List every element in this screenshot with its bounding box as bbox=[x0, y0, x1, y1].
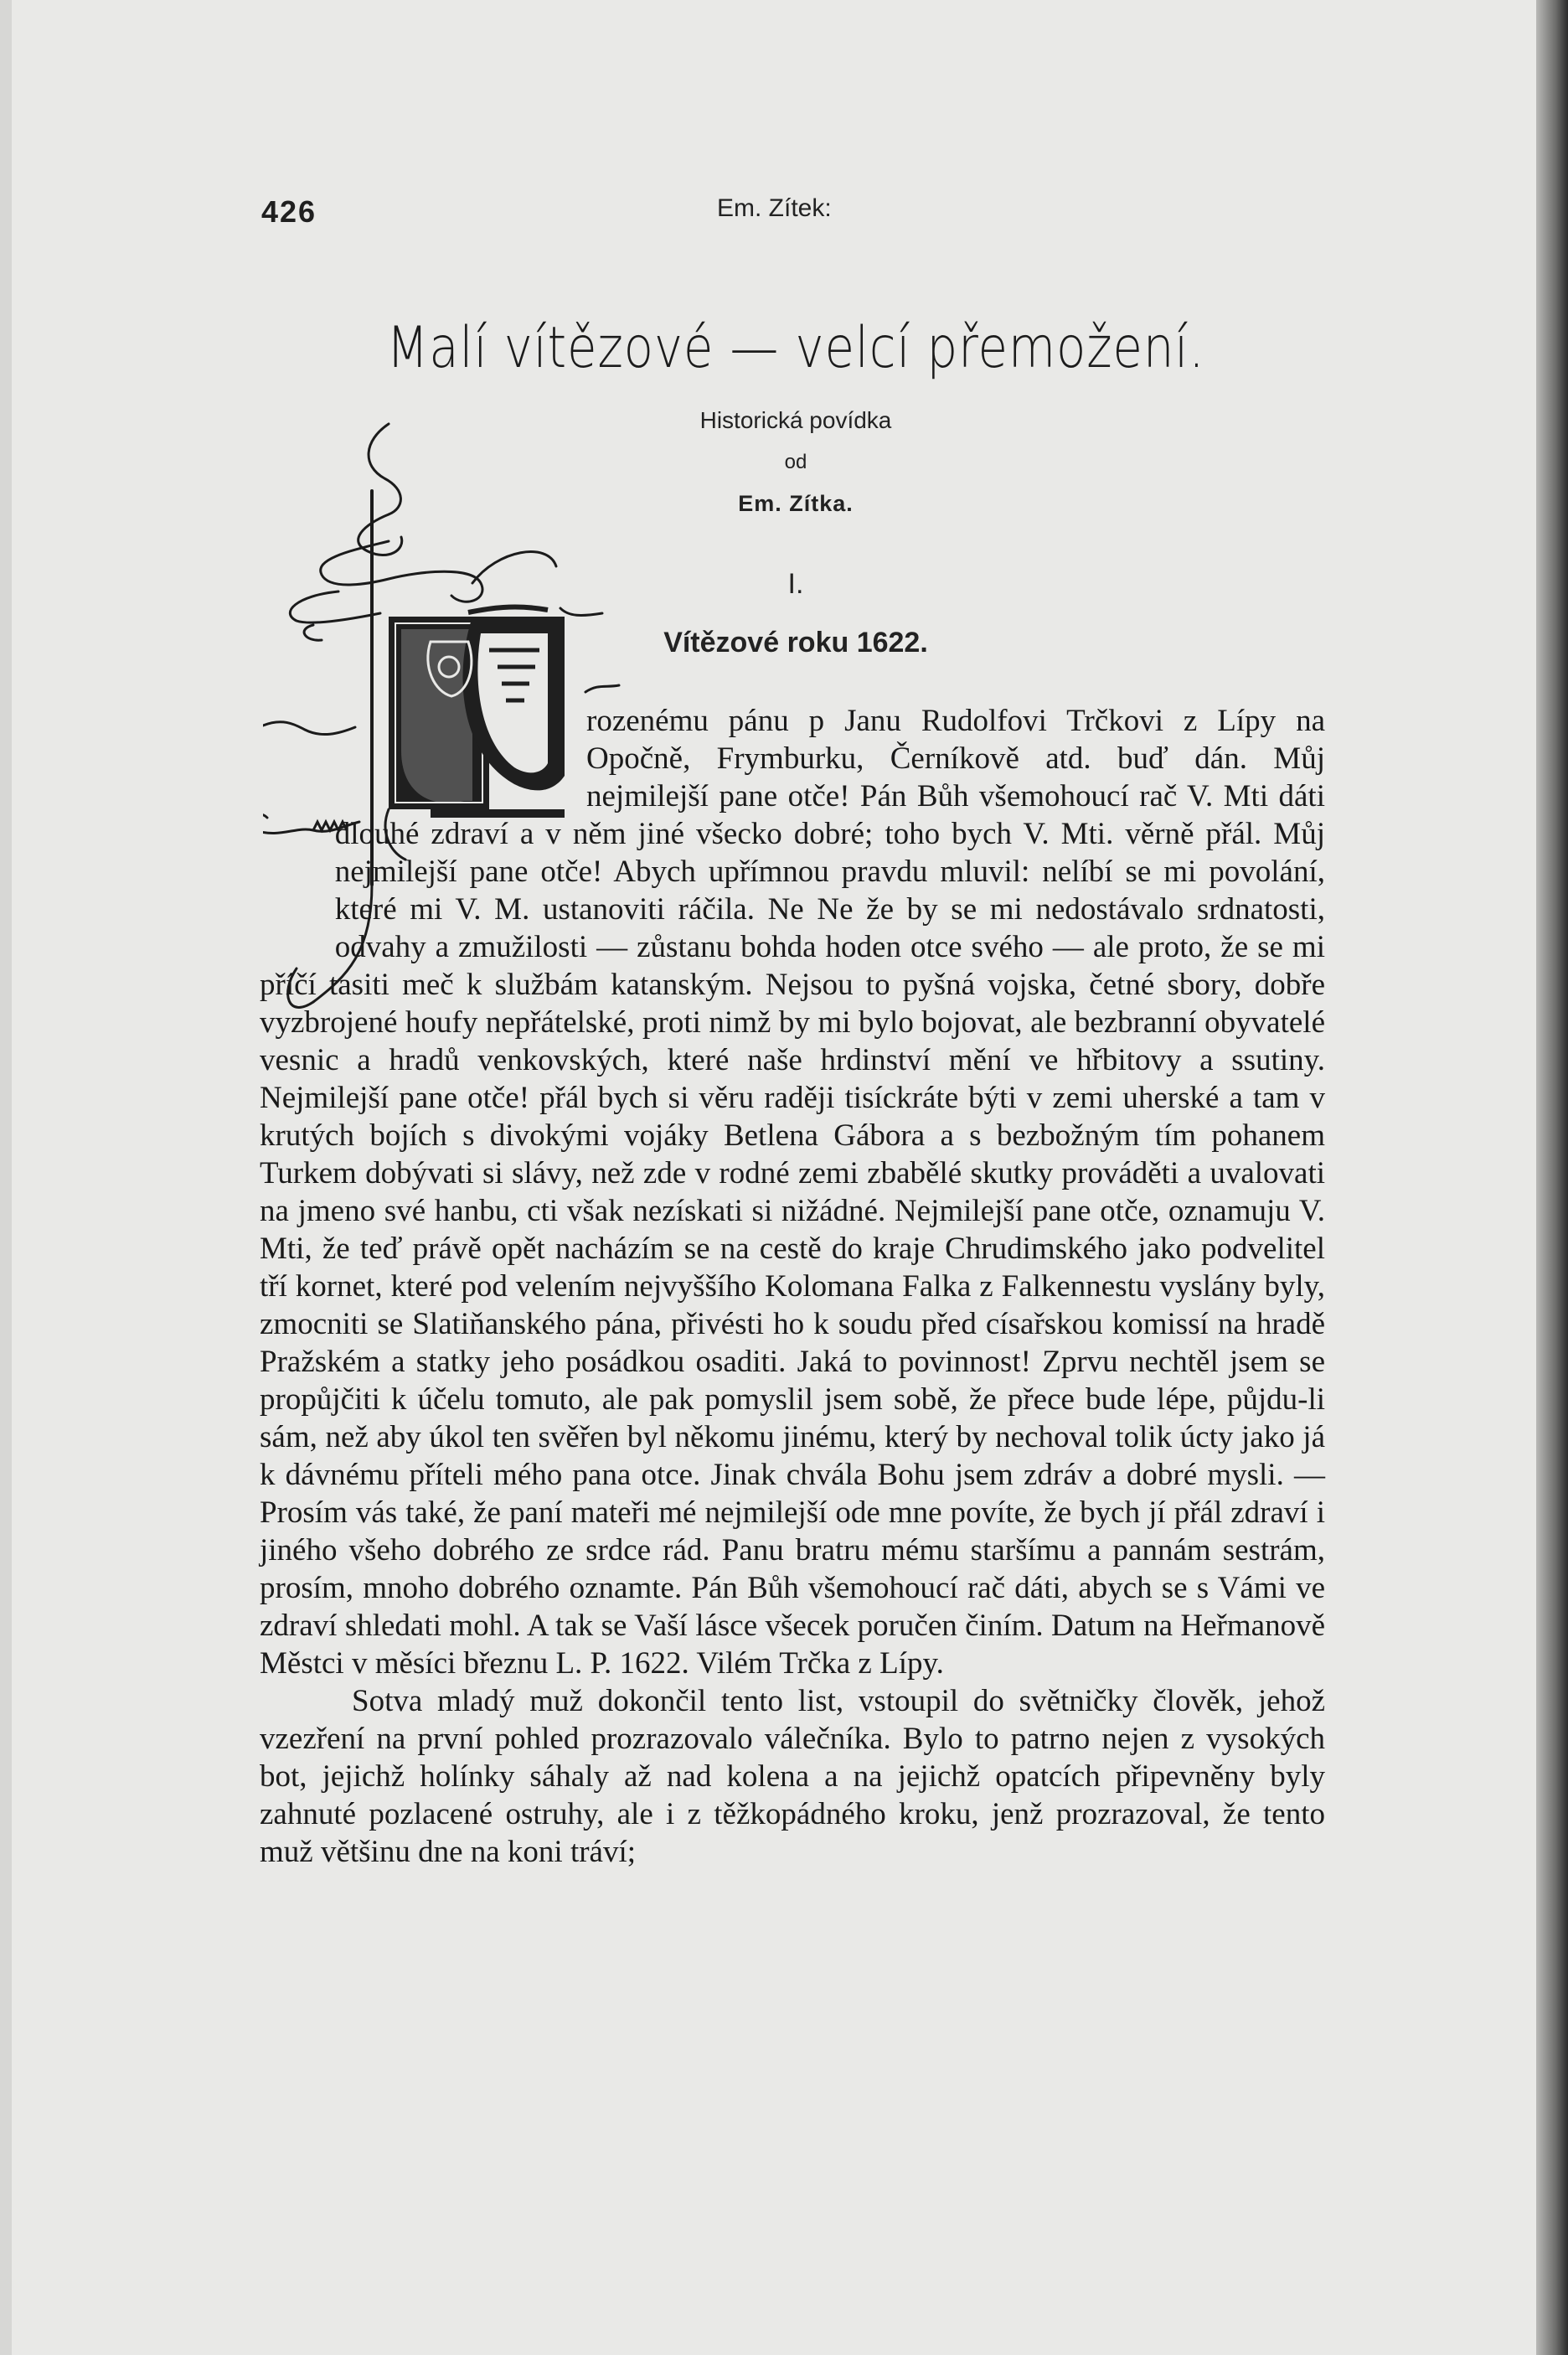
book-spine bbox=[1536, 0, 1568, 2355]
story-subtitle: Historická povídka bbox=[699, 407, 892, 433]
paragraph-letter: rozenému pánu p Janu Rudolfovi Trčkovi z Lípy na Opočně, Frymburku, Černíkově atd. buď dán. Můj nejmilejší pane otče! Pán Bůh všemohoucí rač V. Mti dáti dlouhé zdraví a v něm jiné všecko dobré; toho bych V. Mti. věrně přál. Můj nejmilejší pane otče! Abych upřímnou pravdu mluvil: nelíbí se mi povolání, které mi V. M. ustanoviti ráčila. Ne Ne že by se mi nedostávalo srdnatosti, odvahy a zmužilosti — zůstanu bohda hoden otce svého — ale proto, že se mi příčí tasiti meč k službám katanským. Nejsou to pyšná vojska, četné sbory, dobře vyzbrojené houfy nepřátelské, proti nimž by mi bylo bojovat, ale bezbranní obyvatelé vesnic a hradů venkovských, které naše hrdinství mění ve hřbitovy a ssutiny. Nejmilejší pane otče! přál bych si věru raději tisíckráte býti v zemi uherské a tam v krutých bojích s divokými vojáky Betlena Gábora a s bezbožným tím pohanem Turkem dobývati si slávy, než zde v rodné zemi zbabělé skutky prováděti a uvalovati na jmeno své hanbu, cti však nezískati si nižádné. Nejmilejší pane otče, oznamuju V. Mti, že teď právě opět nacházím se na cestě do kraje Chrudimského jako podvelitel tří kornet, které pod velením nejvyššího Kolomana Falka z Falkennestu vyslány byly, zmocniti se Slatiňanského pána, přivésti ho k soudu před císařskou komissí na hradě Pražském a statky jeho posádkou osaditi. Jaká to povinnost! Zprvu nechtěl jsem se propůjčiti k účelu tomuto, ale pak pomyslil jsem sobě, že přece bude lépe, půjdu-li sám, než aby úkol ten svěřen byl někomu jinému, který by nechoval tolik úcty jako já k dávnému příteli mého pana otce. Jinak chvála Bohu jsem zdráv a dobré mysli. — Prosím vás také, že paní mateři mé nejmilejší ode mne povíte, že bych jí přál zdraví i jiného všeho dobrého ze srdce rád. Panu bratru mému staršímu a pannám sestrám, prosím, mnoho dobrého oznamte. Pán Bůh všemohoucí rač dáti, abych se s Vámi ve zdraví shledati mohl. A tak se Vaší lásce všecek poručen činím. Datum na Heřmanově Městci v měsíci březnu L. P. 1622. Vilém Trčka z Lípy. bbox=[260, 704, 1325, 1681]
body-text bbox=[260, 702, 1325, 1871]
chapter-title: Vítězové roku 1622. bbox=[663, 627, 928, 658]
story-title: Malí vítězové — velcí přemožení. bbox=[386, 315, 1205, 381]
paragraph-continuation: Sotva mladý muž dokončil tento list, vstoupil do světničky člověk, jehož vzezření na první pohled prozrazovalo válečníka. Bylo to patrno nejen z vysokých bot, jejichž holínky sáhaly až nad kolena a na jejichž opatcích připevněny byly zahnuté pozlacené ostruhy, ale i z těžkopádného kroku, jenž prozrazoval, že tento muž většinu dne na koni tráví; bbox=[260, 1684, 1325, 1869]
page-header bbox=[12, 191, 1568, 241]
chapter-number: I. bbox=[787, 568, 804, 600]
author-name: Em. Zítka. bbox=[738, 491, 854, 516]
subtitle-od: od bbox=[784, 451, 807, 473]
page-number: 426 bbox=[261, 194, 317, 229]
running-head: Em. Zítek: bbox=[717, 194, 832, 222]
